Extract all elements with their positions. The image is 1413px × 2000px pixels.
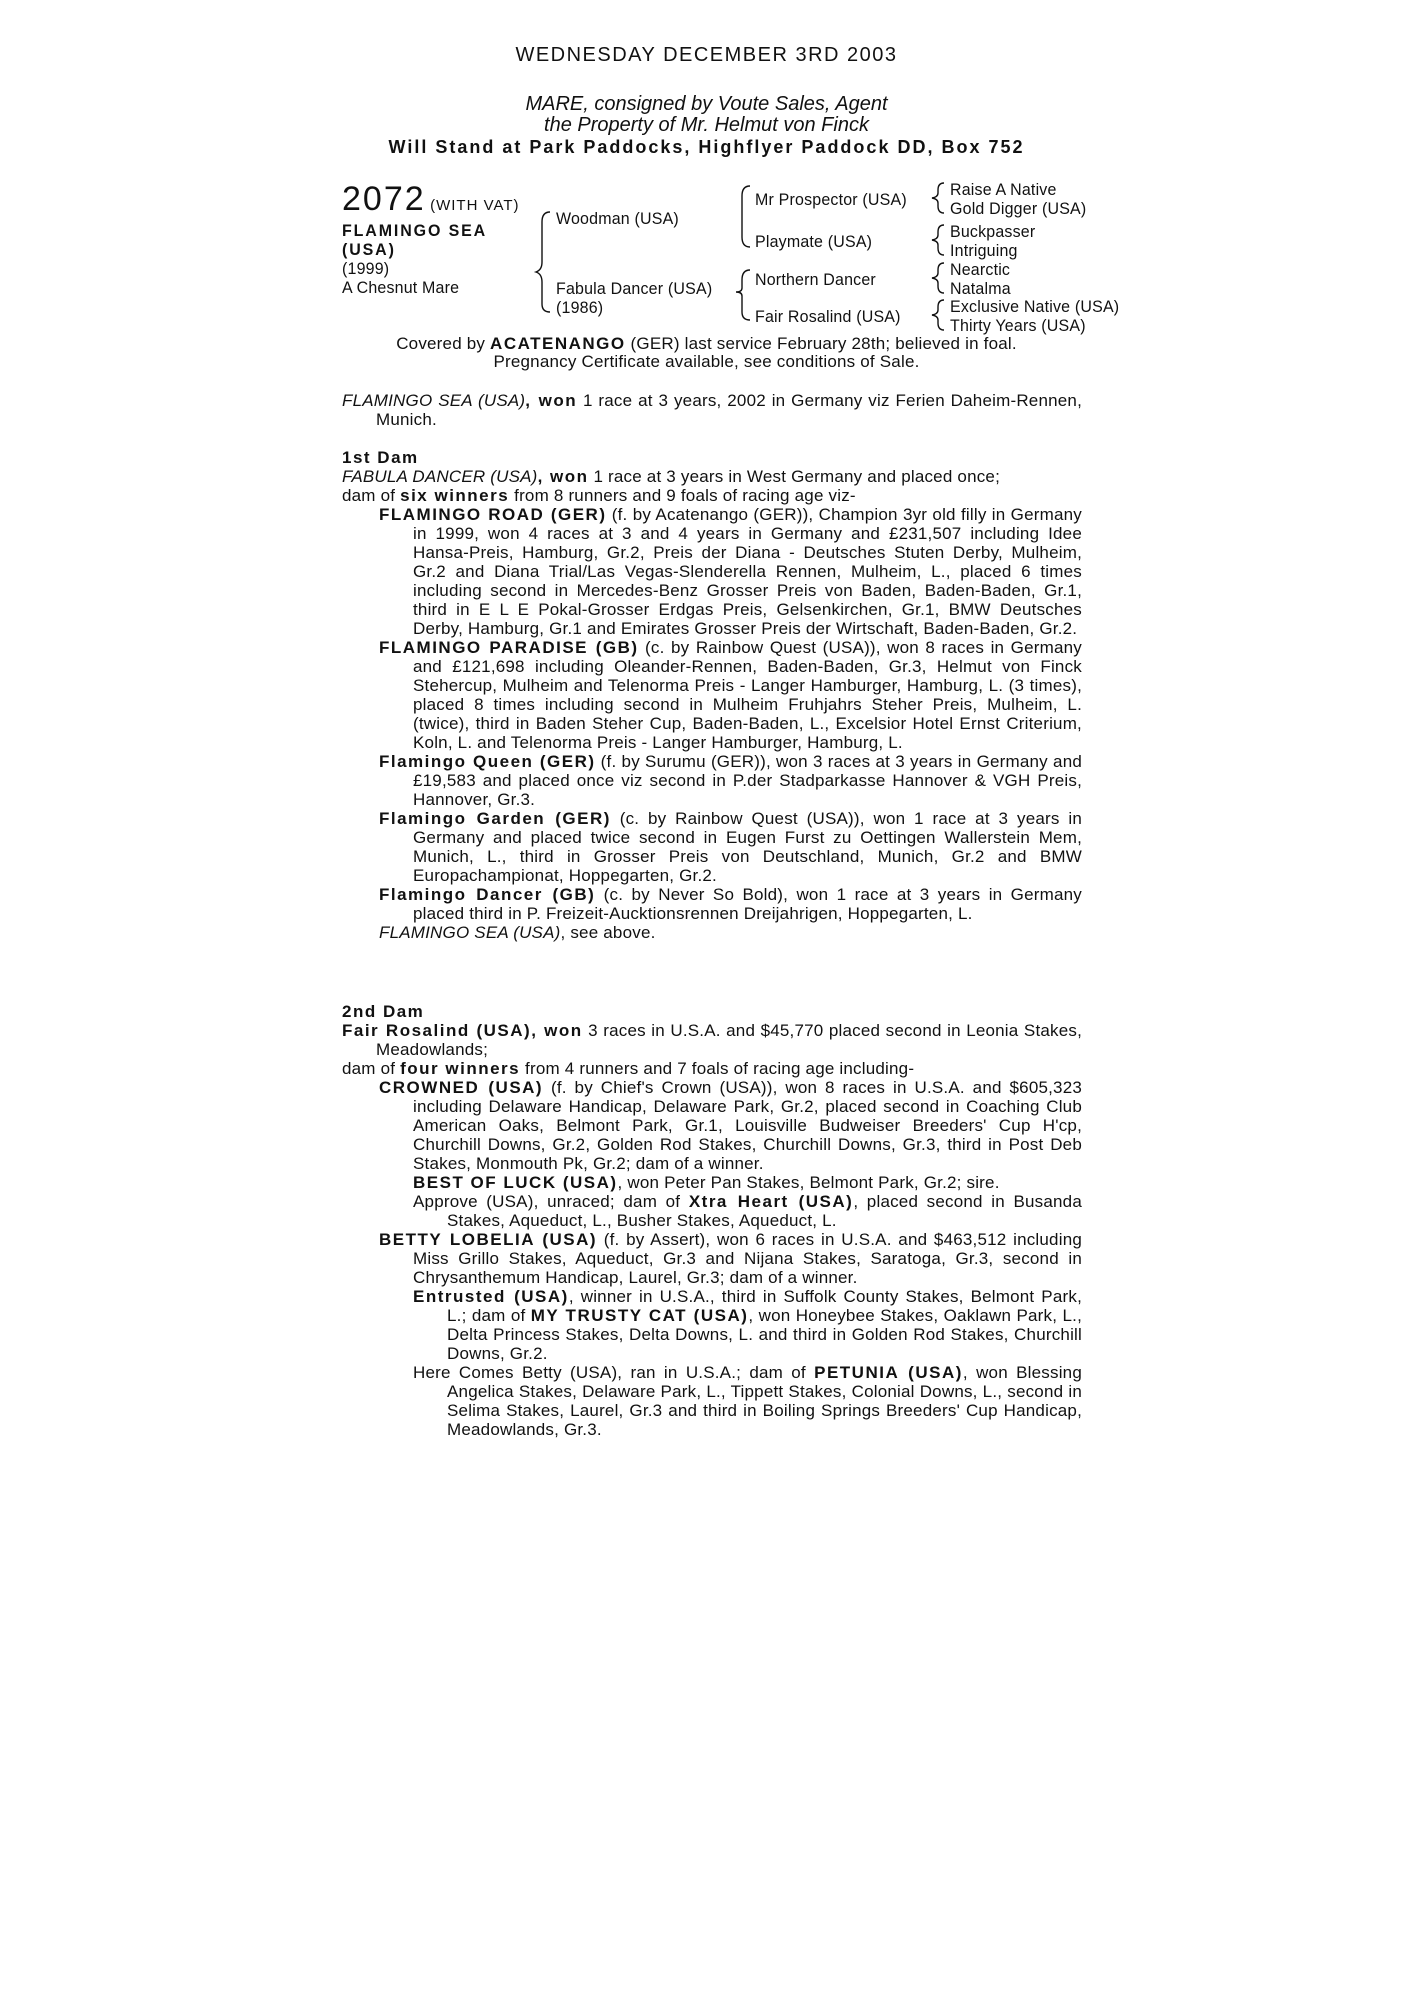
second-dam-name: Fair Rosalind (USA) [342,1021,532,1040]
pedigree-sire-sire: Mr Prospector (USA) [755,190,907,209]
list-item: Flamingo Queen (GER) (f. by Surumu (GER)), won 3 races at 3 years in Germany and £19,583 and placed once viz second in P.der Stadparkasse Hannover & VGH Preis, Hannover, Gr.3. [379,752,1083,809]
first-dam-section: 1st Dam FABULA DANCER (USA), won 1 race at 3 years in West Germany and placed once; dam of six winners from 8 runners and 9 foals of racing age viz- FLAMINGO ROAD (GER) (f. by Acatenango (GER)), Champion 3yr old filly in Germany in 1999, won 4 races at 3 and 4 years in Germany and £231,507 including Idee Hansa-Preis, Hamburg, Gr.2, Preis der Diana - Deutsches Stuten Derby, Mulheim, Gr.2 and Diana Trial/Las Vegas-Slenderella Rennen, Mulheim, L., placed 6 times including second in Mercedes-Benz Grosser Preis von Baden, Baden-Baden, Gr.1, third in E L E Pokal-Grosser Erdgas Preis, Gelsenkirchen, Gr.1, BMW Deutsches Derby, Hamburg, Gr.1 and Emirates Grosser Preis der Wirtschaft, Baden-Baden, Gr.2. FLAMINGO PARADISE (GB) (c. by Rainbow Quest (USA)), won 8 races in Germany and £121,698 including Oleander-Rennen, Baden-Baden, Gr.3, Helmut von Finck Stehercup, Mulheim and Telenorma Preis - Langer Hamburger, Hamburg, L. (3 times), placed 8 times including second in Mulheim Fruhjahrs Steher Preis, Mulheim, L. (twice), third in Baden Steher Cup, Baden-Baden, L., Excelsior Hotel Ernst Criterium, Koln, L. and Telenorma Preis - Langer Hamburger, Hamburg, L. Flamingo Queen (GER) (f. by Surumu (GER)), won 3 races at 3 years in Germany and £19,583 and placed once viz second in P.der Stadparkasse Hannover & VGH Preis, Hannover, Gr.3. Flamingo Garden (GER) (c. by Rainbow Quest (USA)), won 1 race at 3 years in Germany and placed twice second in Eugen Furst zu Oettingen Wallerstein Mem, Munich, L., third in Grosser Preis von Deutschland, Munich, Gr.2 and BMW Europachampionat, Hoppegarten, Gr.2. Flamingo Dancer (GB) (c. by Never So Bold), won 1 race at 3 years in Germany placed third in P. Freizeit-Aucktionsrennen Dreijahrigen, Hoppegarten, L. FLAMINGO SEA (USA), see above. [342,448,1083,942]
second-dam-heading: 2nd Dam [342,1002,425,1021]
list-item: Flamingo Garden (GER) (c. by Rainbow Quest (USA)), won 1 race at 3 years in Germany and placed twice second in Eugen Furst zu Oettingen Wallerstein Mem, Munich, L., third in Grosser Preis von Deutschland, Munich, Gr.2 and BMW Europachampionat, Hoppegarten, Gr.2. [379,809,1082,885]
list-item: Entrusted (USA), winner in U.S.A., third in Suffolk County Stakes, Belmont Park, L.; dam of MY TRUSTY CAT (USA), won Honeybee Stakes, Oaklawn Park, L., Delta Princess Stakes, Delta Downs, L. and third in Golden Rod Stakes, Churchill Downs, Gr.2. [413,1287,1082,1363]
stand-location: Will Stand at Park Paddocks, Highflyer Paddock DD, Box 752 [388,137,1025,157]
list-item: Flamingo Dancer (GB) (c. by Never So Bold), won 1 race at 3 years in Germany placed third in P. Freizeit-Aucktionsrennen Dreijahrigen, Hoppegarten, L. [379,885,1082,923]
pedigree-g8: Thirty Years (USA) [950,316,1086,335]
pregnancy-note: Pregnancy Certificate available, see conditions of Sale. [493,352,920,371]
pedigree-dam-dam: Fair Rosalind (USA) [755,307,901,326]
list-item: Here Comes Betty (USA), ran in U.S.A.; dam of PETUNIA (USA), won Blessing Angelica Stakes, Delaware Park, L., Tippett Stakes, Colonial Downs, L., second in Selima Stakes, Laurel, Gr.3 and third in Boiling Springs Breeders' Cup Handicap, Meadowlands, Gr.3. [413,1363,1082,1439]
second-dam-section: 2nd Dam Fair Rosalind (USA), won 3 races in U.S.A. and $45,770 placed second in Leonia Stakes, Meadowlands; dam of four winners from 4 runners and 7 foals of racing age including- CROWNED (USA) (f. by Chief's Crown (USA)), won 8 races in U.S.A. and $605,323 including Delaware Handicap, Delaware Park, Gr.2, placed second in Coaching Club American Oaks, Belmont Park, Gr.1, Louisville Budweiser Breeders' Cup H'cp, Churchill Downs, Gr.2, Golden Rod Stakes, Churchill Downs, Gr.3, third in Post Deb Stakes, Monmouth Pk, Gr.2; dam of a winner. BEST OF LUCK (USA), won Peter Pan Stakes, Belmont Park, Gr.2; sire. Approve (USA), unraced; dam of Xtra Heart (USA), placed second in Busanda Stakes, Aqueduct, L., Busher Stakes, Aqueduct, L. BETTY LOBELIA (USA) (f. by Assert), won 6 races in U.S.A. and $463,512 including Miss Grillo Stakes, Aqueduct, Gr.3 and Nijana Stakes, Saratoga, Gr.3, second in Chrysanthemum Handicap, Laurel, Gr.3; dam of a winner. Entrusted (USA), winner in U.S.A., third in Suffolk County Stakes, Belmont Park, L.; dam of MY TRUSTY CAT (USA), won Honeybee Stakes, Oaklawn Park, L., Delta Princess Stakes, Delta Downs, L. and third in Golden Rod Stakes, Churchill Downs, Gr.2. Here Comes Betty (USA), ran in U.S.A.; dam of PETUNIA (USA), won Blessing Angelica Stakes, Delaware Park, L., Tippett Stakes, Colonial Downs, L., second in Selima Stakes, Laurel, Gr.3 and third in Boiling Springs Breeders' Cup Handicap, Meadowlands, Gr.3. [342,1002,1083,1439]
intro-name: FLAMINGO SEA (USA) [342,391,526,410]
pedigree-sire-dam: Playmate (USA) [755,232,873,251]
horse-name: FLAMINGO SEA [342,221,488,240]
first-dam-name: FABULA DANCER (USA) [342,467,538,486]
pedigree-g1: Raise A Native [950,180,1057,199]
vat-note: (WITH VAT) [430,197,520,214]
pedigree-dam-year: (1986) [556,298,604,317]
pedigree-g4: Intriguing [950,241,1018,260]
property-line: the Property of Mr. Helmut von Finck [544,114,869,136]
horse-description: A Chesnut Mare [342,278,460,297]
first-dam-heading: 1st Dam [342,448,419,467]
list-item: FLAMINGO SEA (USA), see above. [379,923,656,942]
list-item: CROWNED (USA) (f. by Chief's Crown (USA)), won 8 races in U.S.A. and $605,323 including Delaware Handicap, Delaware Park, Gr.2, placed second in Coaching Club American Oaks, Belmont Park, Gr.1, Louisville Budweiser Breeders' Cup H'cp, Churchill Downs, Gr.2, Golden Rod Stakes, Churchill Downs, Gr.3, third in Post Deb Stakes, Monmouth Pk, Gr.2; dam of a winner. [379,1078,1083,1173]
sale-date: WEDNESDAY DECEMBER 3RD 2003 [515,44,898,66]
horse-record: FLAMINGO SEA (USA), won 1 race at 3 years, 2002 in Germany viz Ferien Daheim-Rennen, Munich. [342,391,1082,429]
list-item: BETTY LOBELIA (USA) (f. by Assert), won 6 races in U.S.A. and $463,512 including Miss Grillo Stakes, Aqueduct, Gr.3 and Nijana Stakes, Saratoga, Gr.3, second in Chrysanthemum Handicap, Laurel, Gr.3; dam of a winner. [379,1230,1082,1287]
pedigree-sire: Woodman (USA) [556,209,679,228]
pedigree-g3: Buckpasser [950,222,1036,241]
covering-stallion: ACATENANGO [490,334,626,353]
list-item: BEST OF LUCK (USA), won Peter Pan Stakes, Belmont Park, Gr.2; sire. [413,1173,1000,1192]
consignor-line: MARE, consigned by Voute Sales, Agent [525,93,888,115]
pedigree-g5: Nearctic [950,260,1011,279]
pedigree-g7: Exclusive Native (USA) [950,297,1120,316]
covering-note: Covered by ACATENANGO (GER) last service February 28th; believed in foal. [396,334,1017,353]
horse-origin: (USA) [342,240,396,259]
list-item: Approve (USA), unraced; dam of Xtra Heart (USA), placed second in Busanda Stakes, Aqueduct, L., Busher Stakes, Aqueduct, L. [413,1192,1082,1230]
foaling-year: (1999) [342,259,390,278]
list-item: FLAMINGO ROAD (GER) (f. by Acatenango (GER)), Champion 3yr old filly in Germany in 1999, won 4 races at 3 and 4 years in Germany and £231,507 including Idee Hansa-Preis, Hamburg, Gr.2, Preis der Diana - Deutsches Stuten Derby, Mulheim, Gr.2 and Diana Trial/Las Vegas-Slenderella Rennen, Mulheim, L., placed 6 times including second in Mercedes-Benz Grosser Preis von Baden, Baden-Baden, Gr.1, third in E L E Pokal-Grosser Erdgas Preis, Gelsenkirchen, Gr.1, BMW Deutsches Derby, Hamburg, Gr.1 and Emirates Grosser Preis der Wirtschaft, Baden-Baden, Gr.2. [379,505,1082,638]
pedigree-brackets [0,0,1413,360]
lot-number: 2072 [342,180,426,218]
pedigree-g2: Gold Digger (USA) [950,199,1087,218]
pedigree-dam: Fabula Dancer (USA) [556,279,713,298]
list-item: FLAMINGO PARADISE (GB) (c. by Rainbow Quest (USA)), won 8 races in Germany and £121,698 including Oleander-Rennen, Baden-Baden, Gr.3, Helmut von Finck Stehercup, Mulheim and Telenorma Preis - Langer Hamburger, Hamburg, L. (3 times), placed 8 times including second in Mulheim Fruhjahrs Steher Preis, Mulheim, L. (twice), third in Baden Steher Cup, Baden-Baden, L., Excelsior Hotel Ernst Criterium, Koln, L. and Telenorma Preis - Langer Hamburger, Hamburg, L. [379,638,1082,752]
pedigree-g6: Natalma [950,279,1011,298]
pedigree-dam-sire: Northern Dancer [755,270,876,289]
